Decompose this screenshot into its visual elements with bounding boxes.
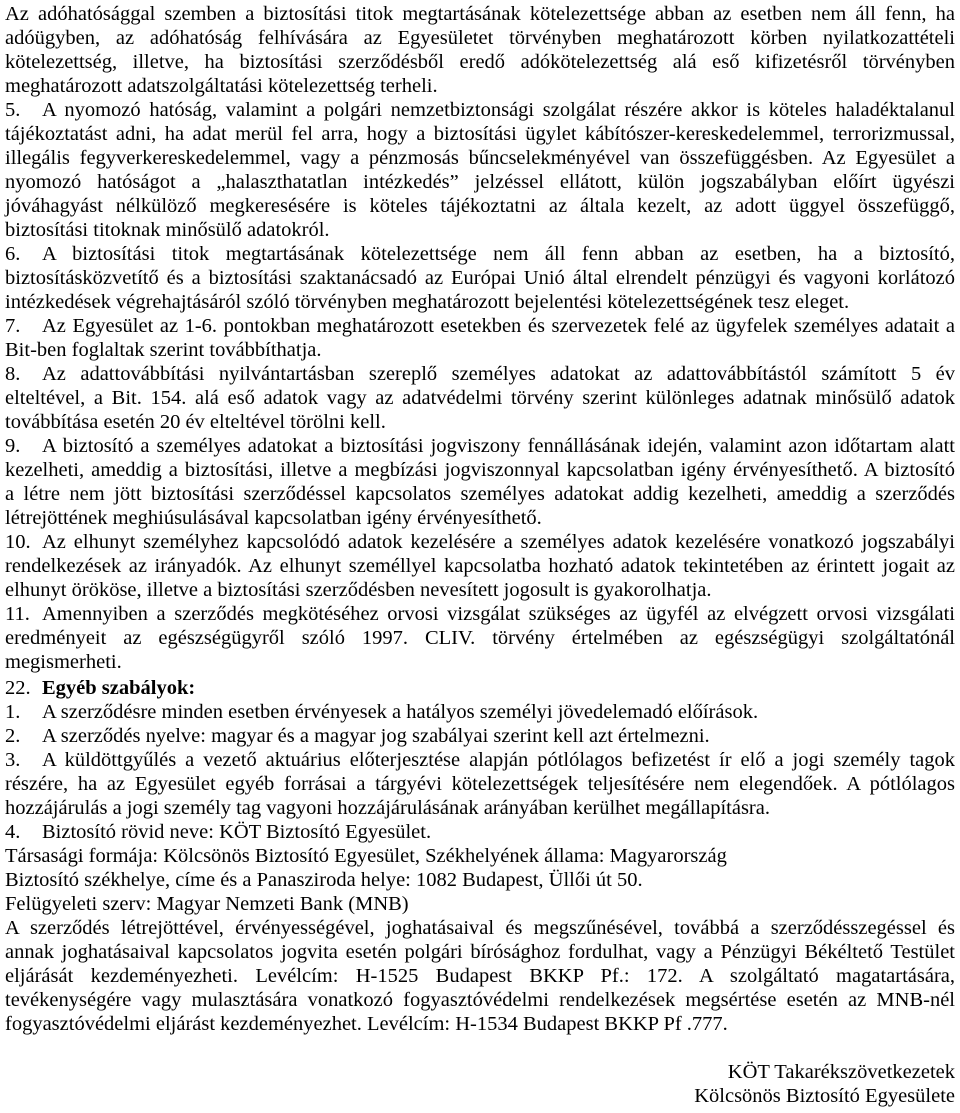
item-5-line: tájékoztatást adni, ha adat merül fel arra, hogy a biztosítási ügylet kábítószer-kereskedelemmel, terrorizmussal, [5, 123, 955, 145]
complaints-line: annak joghatásaival kapcsolatos jogvita esetén polgári bírósághoz fordulhat, vagy a Pénzügyi Békéltető Testület [5, 941, 955, 963]
complaints-line: tevékenységére vagy mulasztására vonatkozó fogyasztóvédelmi rendelkezések megsértése esetén az MNB-nél [5, 989, 955, 1011]
signature-block [5, 1060, 955, 1108]
paragraph-tax-authority [5, 2, 955, 98]
paragraph-item-8 [5, 362, 955, 434]
item-5-line: illegális fegyverkereskedelemmel, vagy a pénzmosás bűncselekményével van összefüggésben. Az Egyesület a [5, 147, 955, 169]
line-text: Az adattovábbítási nyilvántartásban szereplő személyes adatokat az adattovábbítástól számított 5 év [42, 363, 955, 385]
line-text: A biztosító a személyes adatokat a biztosítási jogviszony fennállásának idején, valamint azon időtartam alatt [42, 435, 955, 457]
paragraph-rule-3 [5, 748, 955, 820]
item-5-line: biztosítási titoknak minősülő adatokról. [5, 219, 330, 241]
rule-number: 3. [5, 749, 21, 771]
company-form-line: Társasági formája: Kölcsönös Biztosító Egyesület, Székhelyének állama: Magyarország [5, 845, 727, 867]
complaints-line: fogyasztóvédelmi eljárást kezdeményezhet. Levélcím: H-1534 Budapest BKKP Pf .777. [5, 1013, 728, 1035]
line-text: Biztosító rövid neve: KÖT Biztosító Egyesület. [42, 821, 432, 843]
rule-4-line [5, 820, 955, 844]
line-text: A szerződésre minden esetben érvényesek a hatályos személyi jövedelemadó előírások. [42, 701, 759, 723]
intro-line: adóügyben, az adóhatóság felhívására az Egyesületet törvényben meghatározott körben nyilatkozattételi [5, 27, 955, 49]
line-text: A szerződés nyelve: magyar és a magyar jog szabályai szerint kell azt értelmezni. [42, 725, 710, 747]
item-9-line: a létre nem jött biztosítási szerződéssel kapcsolatos személyes adatokat addig kezelheti, ameddig a szerződés [5, 483, 955, 505]
intro-line: Az adóhatósággal szemben a biztosítási titok megtartásának kötelezettsége abban az esetben nem áll fenn, ha [5, 3, 955, 25]
section-22-heading [5, 676, 955, 700]
paragraph-complaints [5, 916, 955, 1036]
item-10-line: elhunyt örököse, illetve a biztosítási szerződésben nevesített jogosult is gyakorolhatja. [5, 579, 712, 601]
intro-line: kötelezettség, illetve, ha biztosítási szerződésből eredő adókötelezettség alá eső kifizetésről törvényben [5, 51, 955, 73]
item-11-line [5, 602, 955, 626]
paragraph-item-9 [5, 434, 955, 530]
company-address-line: Biztosító székhelye, címe és a Panasziroda helye: 1082 Budapest, Üllői út 50. [5, 869, 643, 891]
rule-2-line [5, 724, 955, 748]
signature-line: KÖT Takarékszövetkezetek [727, 1061, 955, 1083]
signature-line: Kölcsönös Biztosító Egyesülete [694, 1085, 955, 1107]
item-number: 8. [5, 363, 21, 385]
item-11-line: megismerheti. [5, 651, 122, 673]
line-text: Az Egyesület az 1-6. pontokban meghatározott esetekben és szervezetek felé az ügyfelek személyes adatait a [42, 315, 955, 337]
paragraph-item-5 [5, 98, 955, 242]
item-9-line: kezelheti, ameddig a biztosítási, illetve a megbízási jogviszonnyal kapcsolatban igény érvényesíthető. A biztosító [5, 459, 955, 481]
supervisory-authority-line: Felügyeleti szerv: Magyar Nemzeti Bank (MNB) [5, 893, 409, 915]
paragraph-item-11 [5, 602, 955, 674]
paragraph-item-10 [5, 530, 955, 602]
item-6-line: biztosításközvetítő és a biztosítási szaktanácsadó az Európai Unió által elrendelt pénzügyi és vagyoni korlátozó [5, 267, 955, 289]
line-text: Az elhunyt személyhez kapcsolódó adatok kezelésére a személyes adatok kezelésére vonatkozó jogszabályi [42, 531, 955, 553]
item-5-line: nyomozó hatóságot a „halaszthatatlan intézkedés” jelzéssel ellátott, külön jogszabályban előírt ügyészi [5, 171, 955, 193]
item-8-line: továbbítása esetén 20 év elteltével törölni kell. [5, 411, 386, 433]
item-5-line [5, 98, 955, 122]
complaints-line: A szerződés létrejöttével, érvényességével, joghatásaival és megszűnésével, továbbá a szerződésszegéssel és [5, 917, 955, 939]
complaints-line: eljárását kezdeményezheti. Levélcím: H-1525 Budapest BKKP Pf.: 172. A szolgáltató magatartására, [5, 965, 955, 987]
item-number: 5. [5, 99, 21, 121]
item-5-line: jóváhagyást nélkülöző megkeresésére is köteles tájékoztatni az általa kezelt, az adott üggyel összefüggő, [5, 195, 955, 217]
rule-1-line [5, 700, 955, 724]
rule-number: 4. [5, 821, 21, 843]
paragraph-item-6 [5, 242, 955, 314]
section-title: Egyéb szabályok: [42, 677, 196, 699]
item-number: 7. [5, 315, 21, 337]
line-text: A küldöttgyűlés a vezető aktuárius előterjesztése alapján pótlólagos befizetést ír elő a jogi személy tagok [42, 749, 955, 771]
company-info [5, 844, 955, 916]
item-6-line [5, 242, 955, 266]
item-8-line [5, 362, 955, 386]
rule-3-line: hozzájárulás a jogi személy tag vagyoni hozzájárulásának arányában kerülhet megállapításra. [5, 797, 770, 819]
rule-3-line [5, 748, 955, 772]
item-10-line: rendelkezések az irányadók. Az elhunyt személlyel kapcsolatba hozható adatok tekintetében az érintett jogait az [5, 555, 955, 577]
item-7-line [5, 314, 955, 338]
item-6-line: intézkedések végrehajtásáról szóló törvényben meghatározott bejelentési kötelezettségének tesz eleget. [5, 291, 850, 313]
spacer [5, 1036, 955, 1060]
rule-3-line: részére, ha az Egyesület egyéb forrásai a tárgyévi kötelezettségek teljesítésére nem elegendőek. A pótlólagos [5, 773, 955, 795]
rule-number: 1. [5, 701, 21, 723]
item-8-line: elteltével, a Bit. 154. alá eső adatok vagy az adatvédelmi törvény szerint különleges adatnak minősülő adatok [5, 387, 955, 409]
item-7-line: Bit-ben foglaltak szerint továbbíthatja. [5, 339, 322, 361]
item-number: 11. [5, 603, 30, 625]
item-9-line [5, 434, 955, 458]
line-text: A nyomozó hatóság, valamint a polgári nemzetbiztonsági szolgálat részére akkor is köteles haladéktalanul [42, 99, 955, 121]
line-text: A biztosítási titok megtartásának kötelezettsége nem áll fenn abban az esetben, ha a biztosító, [42, 243, 955, 265]
item-number: 9. [5, 435, 21, 457]
item-number: 10. [5, 531, 31, 553]
intro-line: meghatározott adatszolgáltatási kötelezettség terheli. [5, 75, 438, 97]
item-number: 6. [5, 243, 21, 265]
section-number: 22. [5, 677, 31, 699]
item-10-line [5, 530, 955, 554]
paragraph-item-7 [5, 314, 955, 362]
item-11-line: eredményeit az egészségügyről szóló 1997. CLIV. törvény értelmében az egészségügyi szolgáltatónál [5, 627, 955, 649]
line-text: Amennyiben a szerződés megkötéséhez orvosi vizsgálat szükséges az ügyfél az elvégzett orvosi vizsgálati [42, 603, 955, 625]
rule-number: 2. [5, 725, 21, 747]
item-9-line: létrejöttének meghiúsulásával kapcsolatban igény érvényesíthető. [5, 507, 542, 529]
